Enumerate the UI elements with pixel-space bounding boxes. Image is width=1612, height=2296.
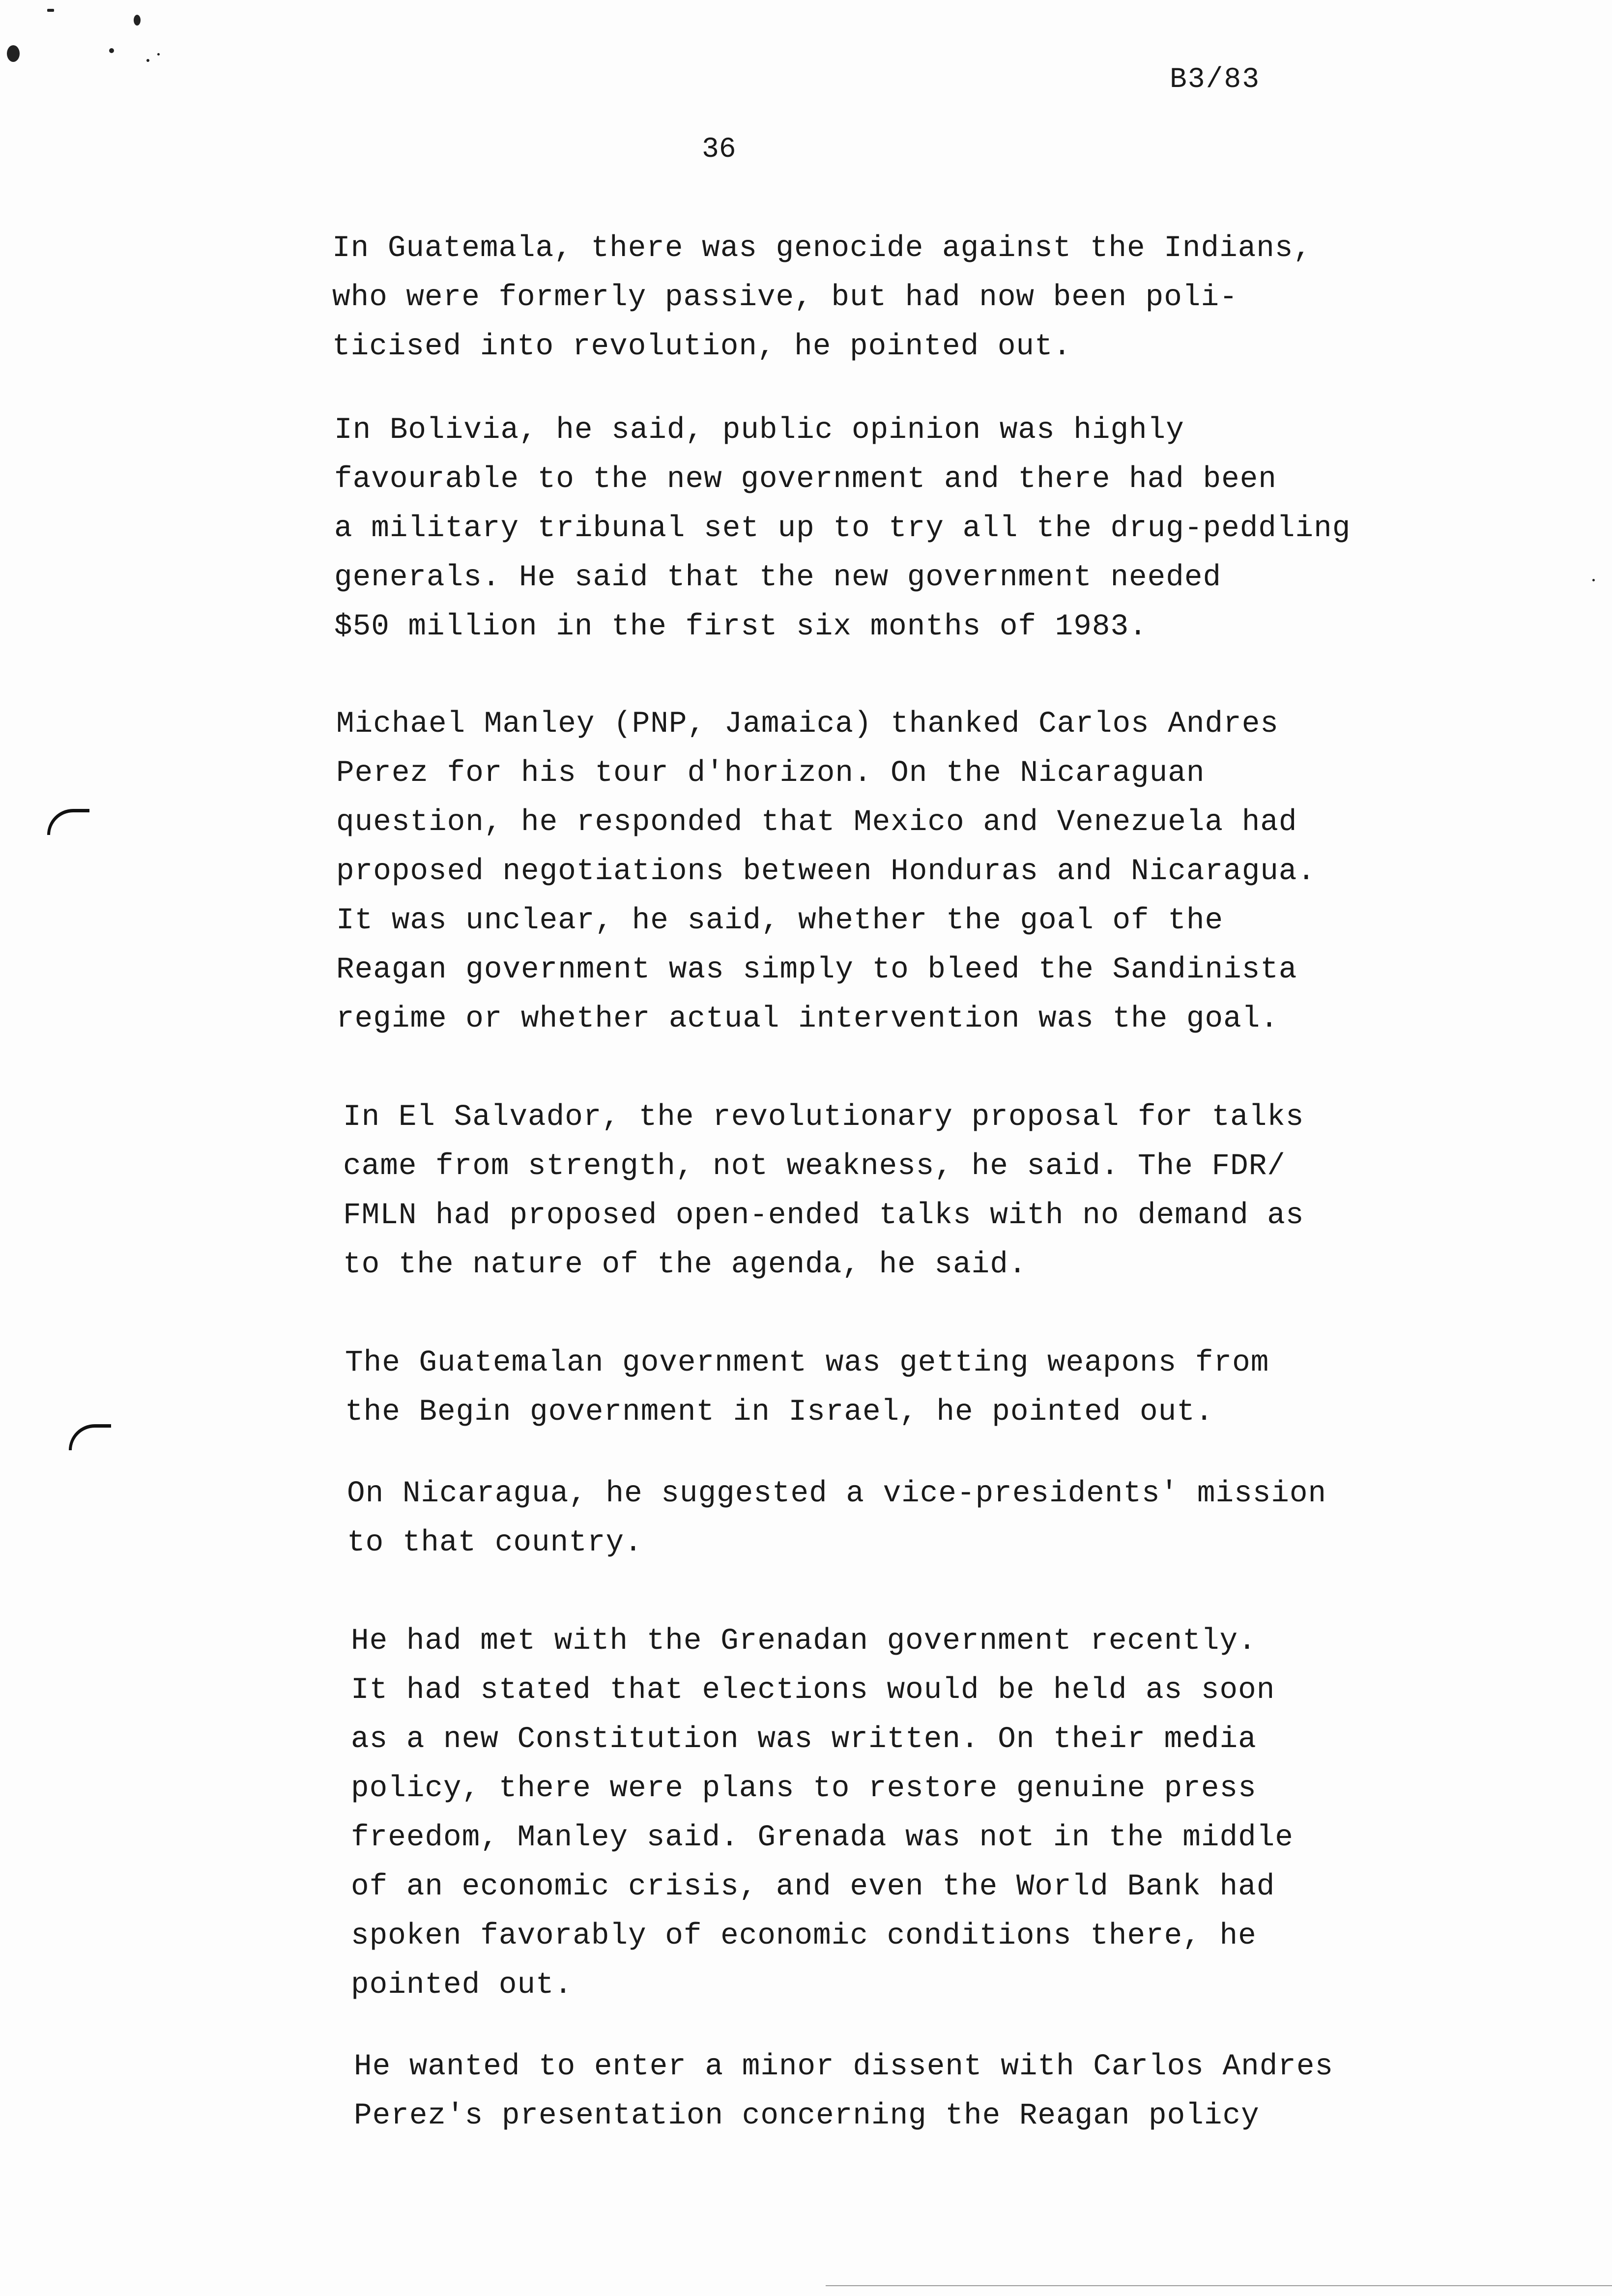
text-line: favourable to the new government and there had been (334, 462, 1277, 496)
text-line: He had met with the Grenadan government recently. (351, 1624, 1257, 1658)
margin-bracket-mark (47, 809, 89, 835)
text-line: question, he responded that Mexico and Venezuela had (336, 805, 1297, 839)
text-line: In El Salvador, the revolutionary proposal for talks (343, 1100, 1304, 1134)
text-line: FMLN had proposed open-ended talks with no demand as (343, 1199, 1304, 1233)
text-line: regime or whether actual intervention was the goal. (336, 1002, 1279, 1036)
text-line: generals. He said that the new government needed (334, 561, 1222, 595)
scan-speck (146, 59, 149, 62)
body-paragraph (343, 1093, 1304, 1290)
text-line: pointed out. (351, 1968, 573, 2002)
body-paragraph (347, 1469, 1326, 1568)
body-paragraph (354, 2042, 1333, 2141)
scan-speck (157, 53, 160, 56)
page-number: 36 (702, 134, 736, 166)
text-line: to that country. (347, 1526, 643, 1560)
scan-speck (7, 45, 20, 62)
text-line: It was unclear, he said, whether the goal of the (336, 904, 1224, 938)
text-line: Perez for his tour d'horizon. On the Nicaraguan (336, 756, 1205, 790)
text-line: proposed negotiations between Honduras and Nicaragua. (336, 855, 1316, 889)
body-paragraph (332, 224, 1312, 372)
text-line: came from strength, not weakness, he said. The FDR/ (343, 1149, 1286, 1183)
body-paragraph (345, 1339, 1269, 1437)
text-line: spoken favorably of economic conditions there, he (351, 1919, 1257, 1953)
text-line: In Guatemala, there was genocide against the Indians, (332, 231, 1312, 265)
text-line: who were formerly passive, but had now been poli- (332, 281, 1238, 315)
text-line: It had stated that elections would be held as soon (351, 1673, 1275, 1707)
body-paragraph (334, 406, 1351, 652)
scan-speck (47, 9, 54, 12)
scan-speck (134, 15, 141, 26)
text-line: In Bolivia, he said, public opinion was highly (334, 413, 1184, 447)
text-line: ticised into revolution, he pointed out. (332, 330, 1072, 364)
text-line: $50 million in the first six months of 1983. (334, 610, 1148, 644)
text-line: the Begin government in Israel, he pointed out. (345, 1395, 1214, 1429)
margin-bracket-mark (69, 1424, 111, 1450)
text-line: a military tribunal set up to try all the drug-peddling (334, 512, 1351, 545)
text-line: He wanted to enter a minor dissent with Carlos Andres (354, 2050, 1334, 2084)
body-paragraph (351, 1617, 1294, 2010)
document-reference-code: B3/83 (1170, 64, 1261, 96)
text-line: On Nicaragua, he suggested a vice-presidents' mission (347, 1477, 1327, 1511)
page-bottom-edge (826, 2285, 1612, 2286)
text-line: as a new Constitution was written. On their media (351, 1722, 1257, 1756)
text-line: to the nature of the agenda, he said. (343, 1248, 1027, 1282)
scan-speck (109, 48, 114, 53)
scan-speck (1592, 579, 1595, 581)
text-line: Michael Manley (PNP, Jamaica) thanked Carlos Andres (336, 707, 1279, 741)
text-line: Perez's presentation concerning the Reagan policy (354, 2099, 1260, 2133)
body-paragraph (336, 700, 1316, 1044)
text-line: Reagan government was simply to bleed the Sandinista (336, 953, 1297, 987)
text-line: The Guatemalan government was getting weapons from (345, 1346, 1269, 1380)
text-line: of an economic crisis, and even the World Bank had (351, 1870, 1275, 1904)
text-line: policy, there were plans to restore genuine press (351, 1772, 1257, 1806)
text-line: freedom, Manley said. Grenada was not in the middle (351, 1821, 1294, 1855)
